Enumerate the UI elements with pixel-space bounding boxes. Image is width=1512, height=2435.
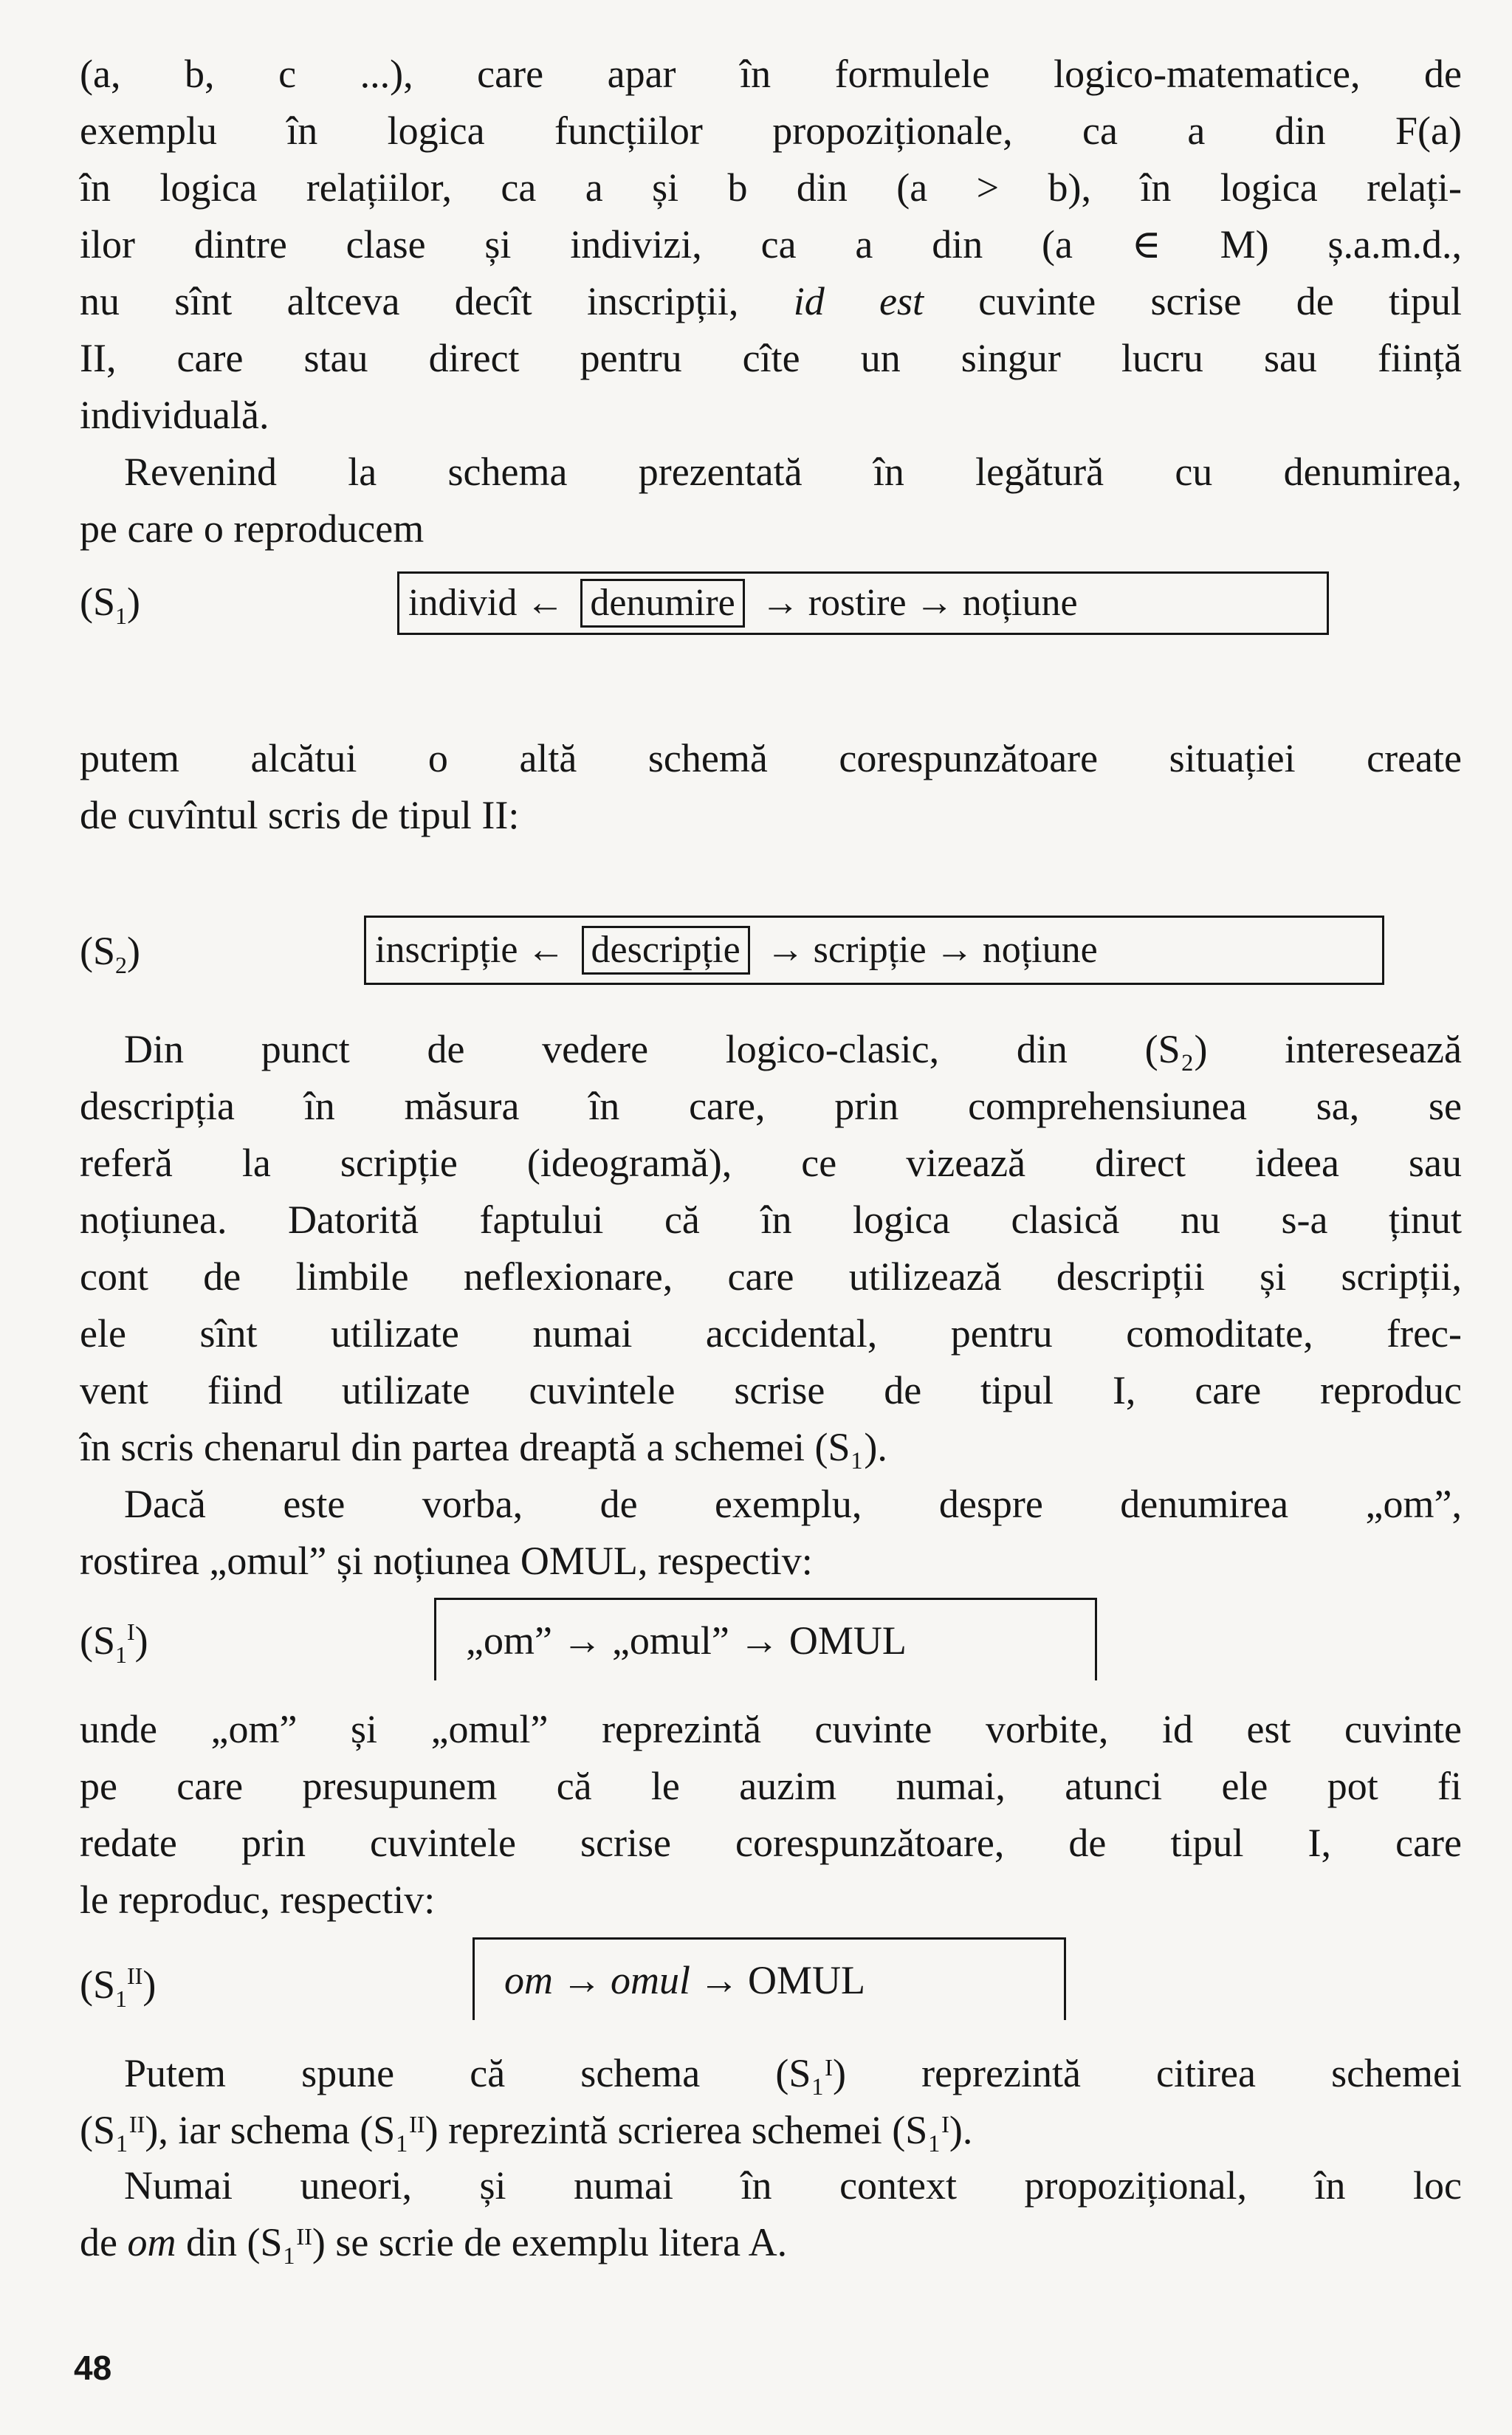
- text-line: individuală.: [80, 393, 269, 437]
- schema-s1-i-content: „om” → „omul” → OMUL: [466, 1618, 907, 1663]
- left-arrow-icon: ←: [526, 582, 565, 624]
- schema-s1-i-frame: [434, 1598, 1097, 1680]
- right-arrow-icon: →: [766, 929, 805, 971]
- text-line: ilor dintre clase și indivizi, ca a din (a ∈ M) ș.a.m.d.,: [80, 222, 1462, 267]
- descriptie-box: descripție: [582, 926, 750, 975]
- text-line: Putem spune că schema (S₁ᴵ) reprezintă citirea schemei: [124, 2051, 1462, 2095]
- right-arrow-icon: →: [760, 582, 800, 624]
- notiune-term: noțiune: [962, 582, 1078, 624]
- text-line: nu sînt altceva decît inscripții, id est cuvinte scrise de tipul: [80, 279, 1462, 323]
- text-line: putem alcătui o altă schemă corespunzătoare situației create: [80, 736, 1462, 780]
- text-line: referă la scripție (ideogramă), ce vizează direct ideea sau: [80, 1141, 1462, 1185]
- text-line: Din punct de vedere logico-clasic, din (S₂) interesează: [124, 1027, 1462, 1071]
- individ-term: individ: [408, 582, 518, 624]
- schema-s1-frame: [397, 571, 1329, 635]
- paragraph-7: [80, 2045, 1462, 2159]
- text-line: unde „om” și „omul” reprezintă cuvinte vorbite, id est cuvinte: [80, 1707, 1462, 1751]
- scriptie-term: scripție: [813, 929, 927, 971]
- text-line: Dacă este vorba, de exemplu, despre denumirea „om”,: [124, 1482, 1462, 1526]
- right-arrow-icon: →: [915, 582, 954, 624]
- text-line: (S₁ᴵᴵ), iar schema (S₁ᴵᴵ) reprezintă scrierea schemei (S₁ᴵ).: [80, 2108, 973, 2152]
- text-line: în scris chenarul din partea dreaptă a schemei (S₁).: [80, 1425, 887, 1469]
- text-line: (a, b, c ...), care apar în formulele logico-matematice, de: [80, 52, 1462, 96]
- omul-upper-term: OMUL: [748, 1957, 865, 2002]
- text-line: Revenind la schema prezentată în legătură cu denumirea,: [124, 450, 1462, 494]
- rostire-term: rostire: [808, 582, 907, 624]
- text-line: în logica relațiilor, ca a și b din (a > b), în logica relați-: [80, 165, 1462, 210]
- text-line: pe care o reproducem: [80, 506, 425, 551]
- text-line: cont de limbile neflexionare, care utilizează descripții și scripții,: [80, 1254, 1462, 1299]
- paragraph-1: [80, 46, 1462, 444]
- text-line: de cuvîntul scris de tipul II:: [80, 793, 520, 837]
- text-line: descripția în măsura în care, prin comprehensiunea sa, se: [80, 1084, 1462, 1128]
- right-arrow-icon: →: [562, 1957, 602, 2002]
- paragraph-4: [80, 1021, 1462, 1476]
- text-line: II, care stau direct pentru cîte un singur lucru sau ființă: [80, 336, 1462, 380]
- text-line: exemplu în logica funcțiilor propoziționale, ca a din F(a): [80, 109, 1462, 153]
- om-term: om: [504, 1957, 553, 2002]
- paragraph-5: [80, 1476, 1462, 1590]
- text-line: vent fiind utilizate cuvintele scrise de tipul I, care reproduc: [80, 1368, 1462, 1412]
- paragraph-8: [80, 2157, 1462, 2271]
- schema-s2-frame: [364, 916, 1384, 985]
- left-arrow-icon: ←: [526, 929, 566, 971]
- right-arrow-icon: →: [699, 1957, 739, 2002]
- omul-term: omul: [611, 1957, 690, 2002]
- text-line: ele sînt utilizate numai accidental, pentru comoditate, frec-: [80, 1311, 1462, 1356]
- page-number: 48: [74, 2349, 112, 2387]
- paragraph-2: [80, 444, 1462, 557]
- paragraph-3: [80, 730, 1462, 844]
- right-arrow-icon: →: [935, 929, 974, 971]
- text-line: le reproduc, respectiv:: [80, 1878, 436, 1922]
- schema-s1-ii-label: $(S_1^{II})$: [80, 1962, 157, 2012]
- schema-s1-i-label: $(S_1^I)$: [80, 1618, 148, 1668]
- text-line: redate prin cuvintele scrise corespunzătoare, de tipul I, care: [80, 1821, 1462, 1865]
- text-line: de om din (S₁ᴵᴵ) se scrie de exemplu litera A.: [80, 2220, 788, 2264]
- schema-s1-ii-frame: [472, 1937, 1066, 2020]
- notiune-term: noțiune: [982, 929, 1098, 971]
- schema-s2-label: $(S_2)$: [80, 929, 140, 978]
- text-line: Numai uneori, și numai în context propozițional, în loc: [124, 2163, 1462, 2208]
- inscriptie-term: inscripție: [375, 929, 518, 971]
- text-line: pe care presupunem că le auzim numai, atunci ele pot fi: [80, 1764, 1462, 1808]
- text-line: rostirea „omul” și noțiunea OMUL, respectiv:: [80, 1539, 813, 1583]
- paragraph-6: [80, 1701, 1462, 1929]
- schema-s1-label: $(S_1)$: [80, 580, 140, 629]
- text-line: noțiunea. Datorită faptului că în logica clasică nu s-a ținut: [80, 1198, 1462, 1242]
- denumire-box: denumire: [580, 579, 744, 628]
